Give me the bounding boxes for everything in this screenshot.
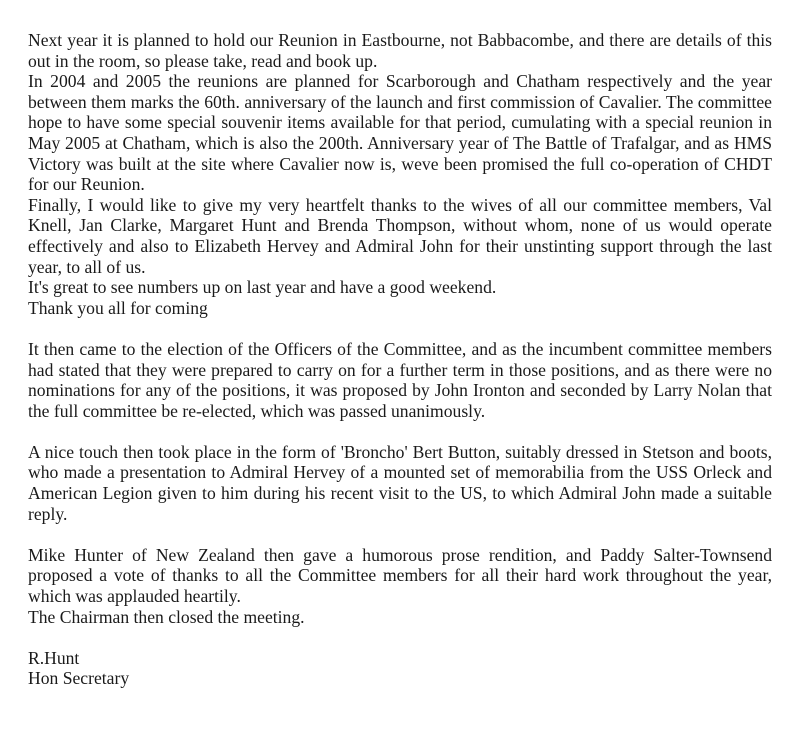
paragraph-gap (28, 627, 772, 648)
paragraph-numbers: It's great to see numbers up on last year and have a good weekend. (28, 277, 497, 298)
paragraph-election: It then came to the election of the Officers of the Committee, and as the incumbent committee members had stated that they were prepared to carry on for a further term in those positions, and as there were no nominations for any of the positions, it was proposed by John Ironton and seconded by Larry Nolan that the full committee be re-elected, which was passed unanimously. (28, 338, 772, 421)
paragraph-meeting-closed: The Chairman then closed the meeting. (28, 606, 305, 627)
paragraph-gap (28, 318, 772, 339)
document-page (28, 30, 772, 689)
paragraph-thanks: Finally, I would like to give my very heartfelt thanks to the wives of all our committee members, Val Knell, Jan Clarke, Margaret Hunt and Brenda Thompson, without whom, none of us would operate effectively and also to Elizabeth Hervey and Admiral John for their unstinting support through the last year, to all of us. (28, 194, 772, 277)
paragraph-presentation: A nice touch then took place in the form of 'Broncho' Bert Button, suitably dressed in Stetson and boots, who made a presentation to Admiral Hervey of a mounted set of memorabilia from the USS Orleck and American Legion given to him during his recent visit to the US, to which Admiral John made a suitable reply. (28, 441, 772, 524)
paragraph-anniversary: In 2004 and 2005 the reunions are planned for Scarborough and Chatham respectively and the year between them marks the 60th. anniversary of the launch and first commission of Cavalier. The committee hope to have some special souvenir items available for that period, cumulating with a special reunion in May 2005 at Chatham, which is also the 200th. Anniversary year of The Battle of Trafalgar, and as HMS Victory was built at the site where Cavalier now is, weve been promised the full co-operation of CHDT for our Reunion. (28, 71, 772, 195)
paragraph-reunion-plans: Next year it is planned to hold our Reunion in Eastbourne, not Babbacombe, and there are details of this out in the room, so please take, read and book up. (28, 30, 772, 71)
signature-name: R.Hunt (28, 647, 80, 668)
signature-title: Hon Secretary (28, 668, 130, 689)
paragraph-gap (28, 524, 772, 545)
paragraph-vote-of-thanks: Mike Hunter of New Zealand then gave a humorous prose rendition, and Paddy Salter-Townsend proposed a vote of thanks to all the Committee members for all their hard work throughout the year, which was applauded heartily. (28, 544, 772, 607)
paragraph-thank-you: Thank you all for coming (28, 297, 208, 318)
paragraph-gap (28, 421, 772, 442)
